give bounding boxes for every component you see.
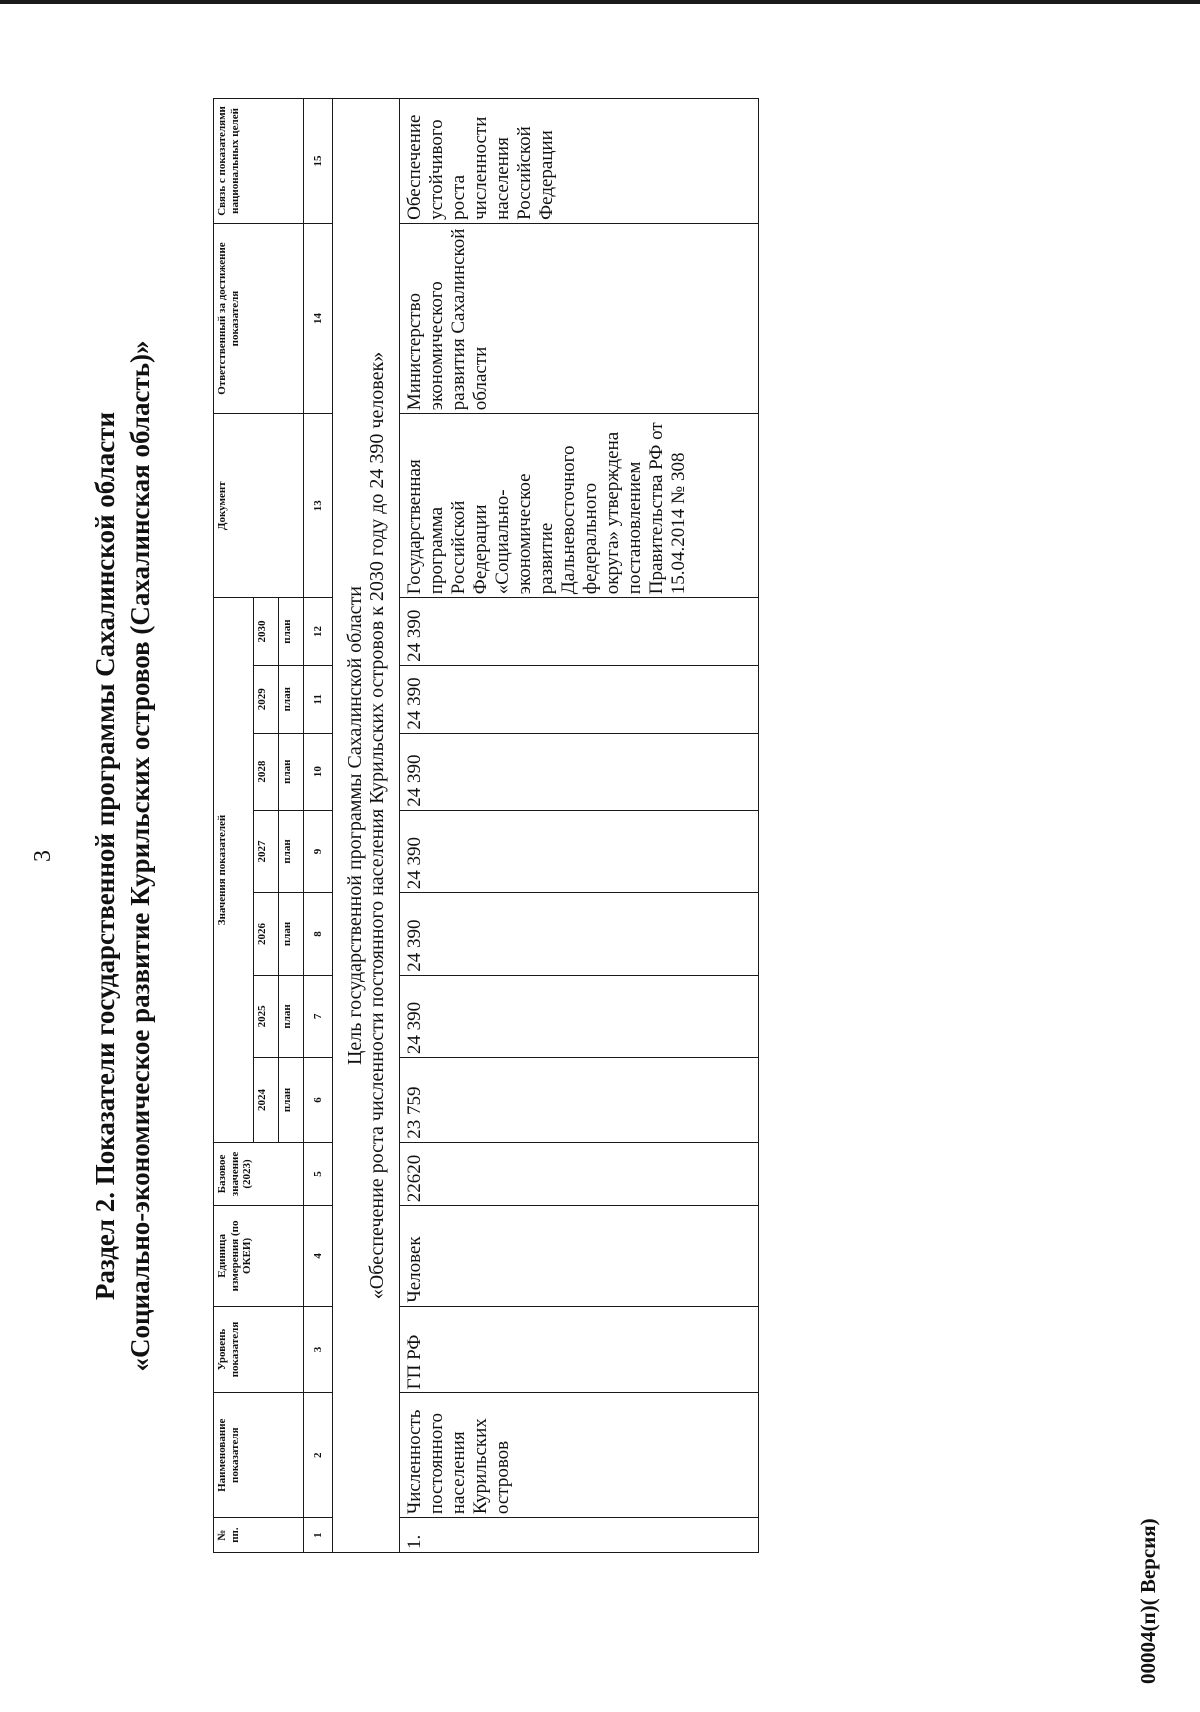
- column-number: 2: [304, 1393, 333, 1518]
- header-year: 2030: [254, 598, 279, 666]
- rotated-page: [10, 16, 1190, 1696]
- goal-cell: [333, 99, 400, 1553]
- row-value-2028: 24 390: [400, 733, 759, 810]
- column-number: 1: [304, 1518, 333, 1553]
- column-number: 5: [304, 1142, 333, 1205]
- column-number: 9: [304, 810, 333, 892]
- table-row: [400, 99, 759, 1553]
- section-title-line-1: Раздел 2. Показатели государственной программы Сахалинской области: [90, 411, 120, 1301]
- row-value-2027: 24 390: [400, 810, 759, 892]
- row-national-goal-link: Обеспечение устойчивого роста численности населения Российской Федерации: [400, 99, 759, 224]
- goal-line-2: «Обеспечение роста численности постоянного населения Курильских островов к 2030 году до 24 390 человек»: [366, 351, 388, 1300]
- column-number: 12: [304, 598, 333, 666]
- header-plan: план: [279, 733, 304, 810]
- header-base: Базовое значение (2023): [214, 1142, 304, 1205]
- header-plan: план: [279, 810, 304, 892]
- column-number: 8: [304, 893, 333, 975]
- header-row: [214, 99, 254, 1553]
- goal-line-1: Цель государственной программы Сахалинской области: [344, 585, 366, 1066]
- header-name: Наименование показателя: [214, 1393, 304, 1518]
- goal-row: [333, 99, 400, 1553]
- header-plan: план: [279, 975, 304, 1057]
- header-level: Уровень показателя: [214, 1306, 304, 1393]
- section-title-line-2: «Социально-экономическое развитие Курильских островов (Сахалинская область)»: [125, 340, 155, 1372]
- header-plan: план: [279, 665, 304, 733]
- header-year: 2029: [254, 665, 279, 733]
- row-value-2029: 24 390: [400, 665, 759, 733]
- header-responsible: Ответственный за достижение показателя: [214, 223, 304, 413]
- row-unit: Человек: [400, 1206, 759, 1306]
- header-year: 2024: [254, 1058, 279, 1143]
- column-number: 14: [304, 223, 333, 413]
- page-number: 3: [30, 850, 56, 862]
- header-values-group: Значения показателей: [214, 598, 254, 1143]
- row-base-value: 22620: [400, 1142, 759, 1205]
- version-mark: 00004(п)( Версия): [1136, 1518, 1160, 1684]
- header-link: Связь с показателями национальных целей: [214, 99, 304, 224]
- row-value-2025: 24 390: [400, 975, 759, 1057]
- section-title: [88, 16, 158, 1696]
- row-value-2026: 24 390: [400, 893, 759, 975]
- header-year: 2025: [254, 975, 279, 1057]
- header-year: 2027: [254, 810, 279, 892]
- header-year: 2026: [254, 893, 279, 975]
- column-numbers-row: [304, 99, 333, 1553]
- column-number: 10: [304, 733, 333, 810]
- column-number: 7: [304, 975, 333, 1057]
- row-num: 1.: [400, 1518, 759, 1553]
- column-number: 15: [304, 99, 333, 224]
- header-year: 2028: [254, 733, 279, 810]
- column-number: 3: [304, 1306, 333, 1393]
- row-value-2030: 24 390: [400, 598, 759, 666]
- header-plan: план: [279, 1058, 304, 1143]
- header-unit: Единица измерения (по ОКЕИ): [214, 1206, 304, 1306]
- row-level: ГП РФ: [400, 1306, 759, 1393]
- scan-edge: [0, 0, 1200, 4]
- header-num: № пп.: [214, 1518, 304, 1553]
- indicators-table: [213, 98, 759, 1553]
- row-name: Численность постоянного населения Курильских островов: [400, 1393, 759, 1518]
- row-value-2024: 23 759: [400, 1058, 759, 1143]
- column-number: 13: [304, 414, 333, 598]
- header-plan: план: [279, 598, 304, 666]
- column-number: 11: [304, 665, 333, 733]
- header-plan: план: [279, 893, 304, 975]
- row-responsible: Министерство экономического развития Сахалинской области: [400, 223, 759, 413]
- row-document: Государственная программа Российской Федерации «Социально-экономическое развитие Дальневосточного федерального округа» утверждена постановлением Правительства РФ от 15.04.2014 № 308: [400, 414, 759, 598]
- header-document: Документ: [214, 414, 304, 598]
- column-number: 6: [304, 1058, 333, 1143]
- column-number: 4: [304, 1206, 333, 1306]
